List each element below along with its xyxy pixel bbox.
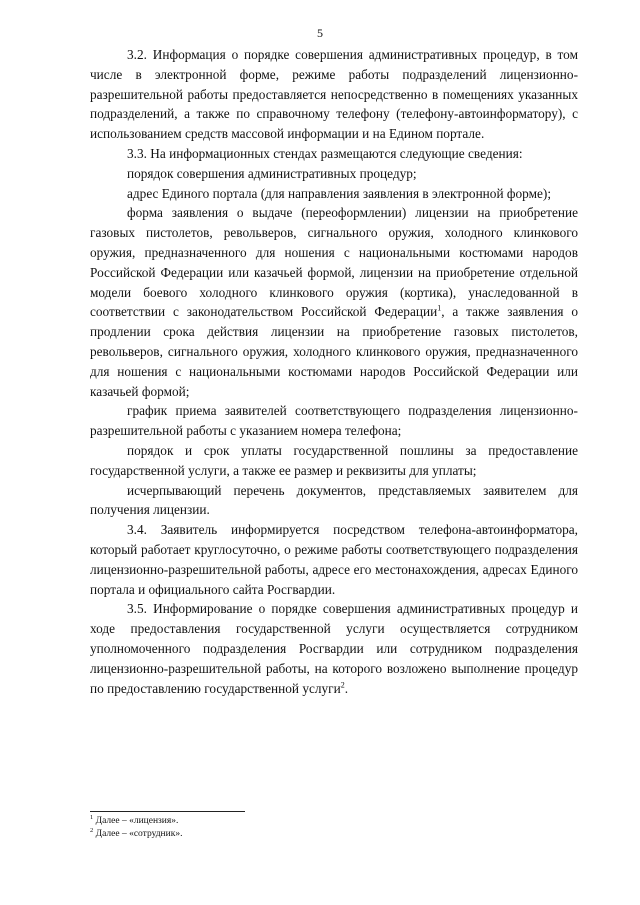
list-item-documents-list: исчерпывающий перечень документов, представляемых заявителем для получения лицензии. — [90, 482, 578, 518]
paragraph-3-3: 3.3. На информационных стендах размещаются следующие сведения: — [127, 145, 523, 161]
list-item-reception-schedule: график приема заявителей соответствующего подразделения лицензионно-разрешительной работы с указанием номера телефона; — [90, 403, 578, 439]
paragraph-3-5-tail: . — [344, 680, 349, 696]
list-item-procedure-order: порядок совершения административных процедур; — [127, 165, 417, 181]
paragraph-3-5 — [90, 599, 578, 698]
footnote-2 — [90, 828, 578, 841]
footnote-ref-1: 1 — [437, 303, 442, 313]
paragraph-3-5-text: 3.5. Информирование о порядке совершения административных процедур и ходе предоставления государственной услуги осуществляется сотрудником уполномоченного подразделения Росгвардии или сотрудником подразделения лицензионно-разрешительной работы, на которого возложено выполнение процедур по предоставлению государственной услуги — [90, 601, 578, 696]
page-number: 5 — [317, 26, 323, 40]
paragraph-3-2: 3.2. Информация о порядке совершения административных процедур, в том числе в электронной форме, режиме работы подразделений лицензионно-разрешительной работы предоставляется непосредственно в помещениях указанных подразделений, а также по справочному телефону (телефону-автоинформатору), с использованием средств массовой информации и на Едином портале. — [90, 47, 578, 142]
footnote-divider — [90, 811, 245, 812]
list-item-application-form — [90, 203, 578, 401]
footnote-ref-2: 2 — [340, 680, 345, 690]
footnote-text-1: Далее – «лицензия». — [93, 816, 179, 826]
footnote-mark-1: 1 — [90, 813, 94, 821]
paragraph-3-4: 3.4. Заявитель информируется посредством телефона-автоинформатора, который работает круглосуточно, о режиме работы соответствующего подразделения лицензионно-разрешительной работы, адресе его местонахождения, адресах Единого портала и официального сайта Росгвардии. — [90, 522, 578, 597]
application-form-text: форма заявления о выдаче (переоформлении) лицензии на приобретение газовых пистолетов, револьверов, сигнального оружия, холодного клинкового оружия, предназначенного для ношения с национальными костюмами народов Российской Федерации или казачьей формой, лицензии на приобретение отдельной модели боевого холодного клинкового оружия (кортика), унаследованной в соответствии с законодательством Российской Федерации — [90, 205, 578, 320]
list-item-portal-address: адрес Единого портала (для направления заявления в электронной форме); — [127, 185, 552, 201]
list-item-state-fee: порядок и срок уплаты государственной пошлины за предоставление государственной услуги, а также ее размер и реквизиты для уплаты; — [90, 442, 578, 478]
document-body — [90, 45, 578, 698]
footnote-1 — [90, 815, 578, 828]
footnote-text-2: Далее – «сотрудник». — [93, 829, 183, 839]
footnote-mark-2: 2 — [90, 826, 94, 834]
application-form-text-tail: , а также заявления о продлении срока действия лицензии на приобретение газовых пистолетов, револьверов, сигнального оружия, холодного клинкового оружия, предназначенного для ношения с национальными костюмами народов Российской Федерации или казачьей формой; — [90, 304, 578, 399]
footnotes — [90, 815, 578, 841]
